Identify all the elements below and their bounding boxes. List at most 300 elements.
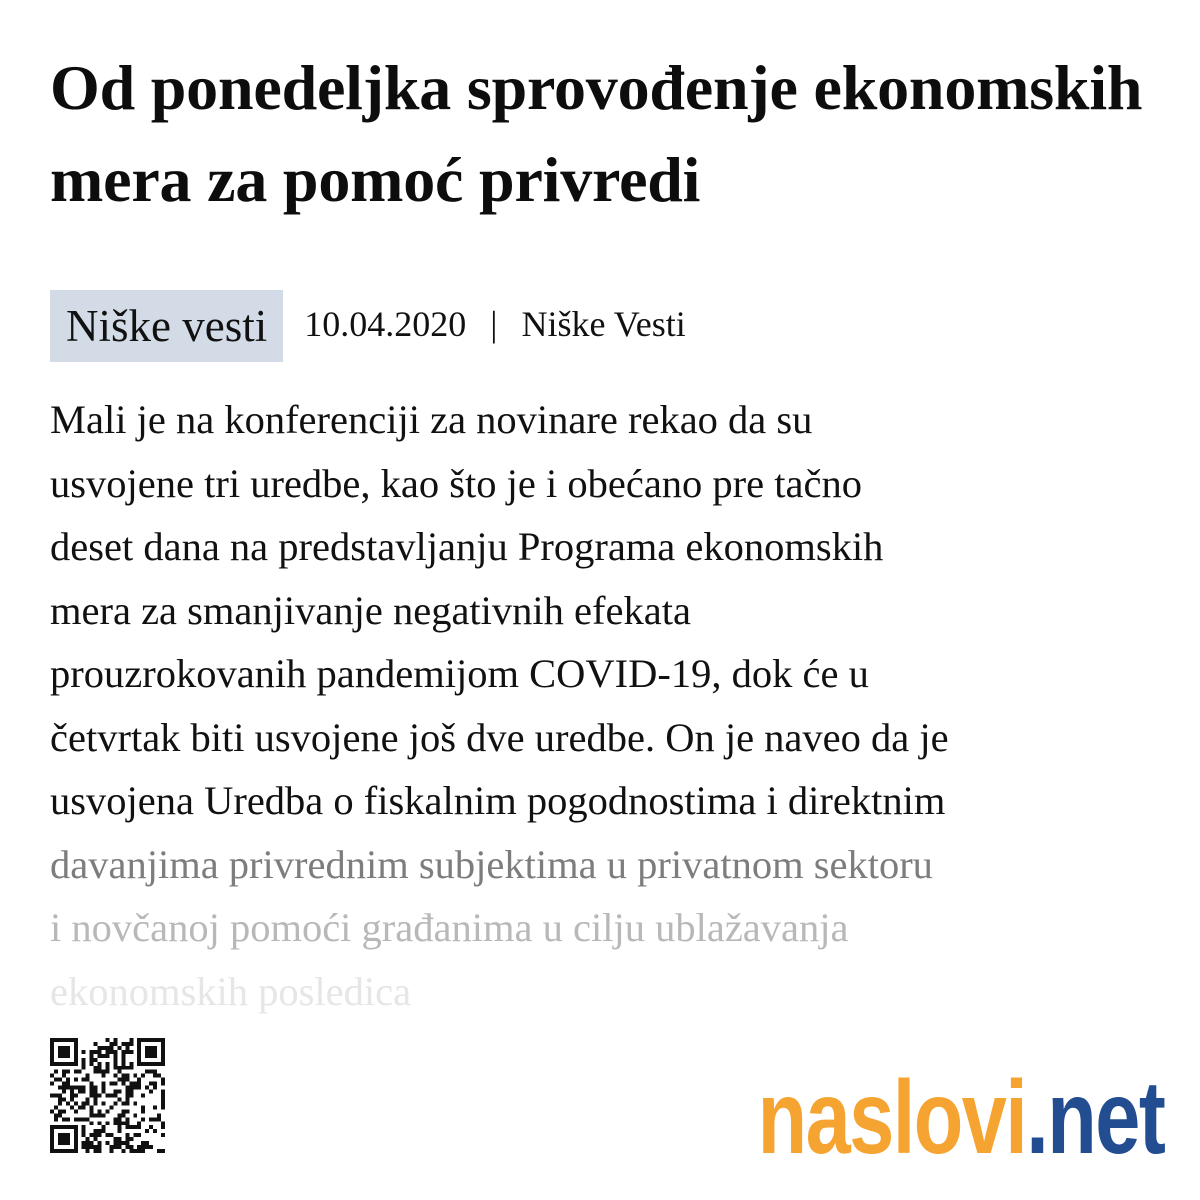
qr-module <box>129 1086 133 1090</box>
qr-module <box>74 1062 78 1066</box>
qr-module <box>94 1145 98 1149</box>
qr-module <box>153 1105 157 1109</box>
qr-module <box>66 1078 70 1082</box>
qr-module <box>125 1074 129 1078</box>
qr-module <box>94 1066 98 1070</box>
qr-module <box>157 1074 161 1078</box>
qr-module <box>58 1141 62 1145</box>
qr-module <box>117 1117 121 1121</box>
qr-module <box>58 1054 62 1058</box>
qr-module <box>121 1054 125 1058</box>
qr-module <box>141 1094 145 1098</box>
qr-module <box>90 1058 94 1062</box>
qr-module <box>145 1086 149 1090</box>
qr-module <box>113 1066 117 1070</box>
qr-module <box>117 1090 121 1094</box>
qr-module <box>121 1109 125 1113</box>
qr-module <box>58 1038 62 1042</box>
qr-module <box>54 1125 58 1129</box>
qr-module <box>62 1050 66 1054</box>
body-line: prouzrokovanih pandemijom COVID-19, dok će u <box>50 651 869 696</box>
qr-module <box>153 1050 157 1054</box>
qr-module <box>70 1090 74 1094</box>
qr-module <box>50 1109 54 1113</box>
qr-module <box>121 1078 125 1082</box>
body-line: ekonomskih posledica <box>50 968 412 1014</box>
qr-module <box>129 1082 133 1086</box>
qr-module <box>94 1050 98 1054</box>
qr-module <box>161 1090 165 1094</box>
qr-module <box>98 1050 102 1054</box>
qr-module <box>113 1050 117 1054</box>
qr-module <box>102 1113 106 1117</box>
qr-module <box>58 1109 62 1113</box>
qr-module <box>58 1137 62 1141</box>
qr-module <box>125 1125 129 1129</box>
qr-module <box>141 1149 145 1153</box>
qr-module <box>161 1125 165 1129</box>
qr-module <box>78 1117 82 1121</box>
qr-module <box>90 1082 94 1086</box>
qr-module <box>58 1050 62 1054</box>
qr-module <box>62 1117 66 1121</box>
qr-module <box>50 1050 54 1054</box>
qr-module <box>90 1054 94 1058</box>
qr-module <box>106 1070 110 1074</box>
qr-module <box>62 1046 66 1050</box>
qr-module <box>141 1038 145 1042</box>
site-logo[interactable] <box>757 1060 1164 1176</box>
qr-module <box>141 1105 145 1109</box>
qr-module <box>113 1145 117 1149</box>
qr-module <box>125 1078 129 1082</box>
qr-module <box>125 1121 129 1125</box>
qr-module <box>161 1105 165 1109</box>
qr-module <box>66 1141 70 1145</box>
qr-module <box>82 1078 86 1082</box>
qr-module <box>90 1105 94 1109</box>
qr-module <box>90 1094 94 1098</box>
qr-module <box>121 1050 125 1054</box>
qr-module <box>50 1129 54 1133</box>
qr-module <box>50 1137 54 1141</box>
qr-module <box>113 1074 117 1078</box>
qr-module <box>82 1133 86 1137</box>
qr-module <box>86 1097 90 1101</box>
qr-module <box>149 1062 153 1066</box>
qr-module <box>70 1086 74 1090</box>
qr-module <box>74 1078 78 1082</box>
qr-module <box>137 1082 141 1086</box>
qr-module <box>125 1050 129 1054</box>
qr-module <box>82 1105 86 1109</box>
qr-module <box>94 1086 98 1090</box>
source-name: Niške Vesti <box>521 304 686 344</box>
qr-module <box>58 1046 62 1050</box>
qr-module <box>70 1097 74 1101</box>
qr-module <box>102 1090 106 1094</box>
qr-module <box>113 1042 117 1046</box>
qr-module <box>133 1086 137 1090</box>
qr-module <box>66 1062 70 1066</box>
qr-module <box>113 1121 117 1125</box>
qr-module <box>82 1086 86 1090</box>
source-tag[interactable]: Niške vesti <box>50 290 283 362</box>
qr-module <box>121 1066 125 1070</box>
qr-module <box>54 1094 58 1098</box>
qr-module <box>129 1149 133 1153</box>
qr-module <box>98 1062 102 1066</box>
qr-module <box>50 1133 54 1137</box>
qr-module <box>90 1145 94 1149</box>
qr-module <box>86 1117 90 1121</box>
meta-separator: | <box>490 304 498 344</box>
qr-module <box>153 1129 157 1133</box>
qr-module <box>86 1141 90 1145</box>
qr-module <box>161 1062 165 1066</box>
qr-module <box>109 1145 113 1149</box>
qr-module <box>133 1149 137 1153</box>
qr-module <box>74 1133 78 1137</box>
qr-module <box>98 1070 102 1074</box>
qr-module <box>106 1062 110 1066</box>
qr-module <box>149 1038 153 1042</box>
qr-module <box>98 1141 102 1145</box>
qr-module <box>82 1066 86 1070</box>
qr-module <box>129 1038 133 1042</box>
qr-module <box>161 1038 165 1042</box>
qr-module <box>54 1105 58 1109</box>
qr-module <box>94 1113 98 1117</box>
qr-module <box>74 1050 78 1054</box>
qr-module <box>58 1094 62 1098</box>
qr-module <box>98 1129 102 1133</box>
qr-module <box>82 1062 86 1066</box>
qr-module <box>86 1101 90 1105</box>
qr-module <box>129 1137 133 1141</box>
qr-module <box>149 1125 153 1129</box>
qr-module <box>113 1117 117 1121</box>
qr-module <box>74 1129 78 1133</box>
qr-module <box>109 1094 113 1098</box>
qr-module <box>58 1078 62 1082</box>
qr-module <box>125 1137 129 1141</box>
qr-module <box>50 1062 54 1066</box>
qr-module <box>117 1078 121 1082</box>
qr-module <box>106 1050 110 1054</box>
qr-module <box>62 1070 66 1074</box>
qr-module <box>74 1046 78 1050</box>
qr-module <box>161 1046 165 1050</box>
qr-module <box>145 1038 149 1042</box>
qr-module <box>50 1141 54 1145</box>
qr-module <box>161 1042 165 1046</box>
qr-module <box>106 1094 110 1098</box>
qr-module <box>153 1070 157 1074</box>
qr-module <box>66 1086 70 1090</box>
qr-module <box>125 1094 129 1098</box>
qr-module <box>129 1125 133 1129</box>
qr-module <box>137 1062 141 1066</box>
qr-module <box>153 1082 157 1086</box>
qr-module <box>94 1058 98 1062</box>
qr-module <box>102 1086 106 1090</box>
qr-module <box>125 1042 129 1046</box>
qr-module <box>86 1078 90 1082</box>
qr-module <box>106 1109 110 1113</box>
qr-module <box>70 1125 74 1129</box>
qr-module <box>62 1086 66 1090</box>
qr-module <box>54 1113 58 1117</box>
qr-module <box>121 1074 125 1078</box>
qr-module <box>129 1042 133 1046</box>
qr-module <box>106 1046 110 1050</box>
qr-module <box>66 1050 70 1054</box>
qr-module <box>74 1137 78 1141</box>
qr-module <box>66 1149 70 1153</box>
qr-module <box>90 1121 94 1125</box>
body-line: četvrtak biti usvojene još dve uredbe. On je naveo da je <box>50 714 949 760</box>
qr-module <box>78 1070 82 1074</box>
qr-module <box>50 1149 54 1153</box>
qr-module <box>161 1149 165 1153</box>
qr-module <box>109 1133 113 1137</box>
qr-module <box>129 1090 133 1094</box>
qr-module <box>62 1137 66 1141</box>
qr-module <box>113 1082 117 1086</box>
qr-module <box>102 1070 106 1074</box>
qr-module <box>66 1054 70 1058</box>
qr-module <box>66 1125 70 1129</box>
qr-module <box>82 1129 86 1133</box>
qr-module <box>58 1149 62 1153</box>
qr-module <box>90 1062 94 1066</box>
qr-module <box>50 1054 54 1058</box>
qr-module <box>102 1046 106 1050</box>
qr-module <box>109 1149 113 1153</box>
qr-module <box>137 1058 141 1062</box>
qr-module <box>161 1121 165 1125</box>
qr-module <box>98 1149 102 1153</box>
qr-module <box>121 1141 125 1145</box>
qr-module <box>133 1082 137 1086</box>
qr-module <box>109 1046 113 1050</box>
qr-module <box>129 1145 133 1149</box>
qr-module <box>113 1058 117 1062</box>
body-line: deset dana na predstavljanju Programa ekonomskih <box>50 524 884 569</box>
qr-module <box>94 1094 98 1098</box>
qr-module <box>141 1117 145 1121</box>
qr-module <box>106 1054 110 1058</box>
qr-module <box>117 1145 121 1149</box>
qr-module <box>157 1149 161 1153</box>
qr-module <box>102 1101 106 1105</box>
qr-module <box>137 1121 141 1125</box>
qr-module <box>113 1141 117 1145</box>
qr-module <box>129 1094 133 1098</box>
qr-module <box>62 1062 66 1066</box>
qr-module <box>125 1101 129 1105</box>
qr-module <box>90 1141 94 1145</box>
qr-module <box>109 1105 113 1109</box>
qr-module <box>133 1113 137 1117</box>
qr-module <box>98 1066 102 1070</box>
article-meta <box>50 290 686 362</box>
qr-module <box>74 1145 78 1149</box>
qr-module <box>149 1050 153 1054</box>
qr-module <box>106 1038 110 1042</box>
qr-module <box>78 1105 82 1109</box>
qr-module <box>137 1046 141 1050</box>
body-line: usvojene tri uredbe, kao što je i obećano pre tačno <box>50 460 862 506</box>
qr-module <box>82 1141 86 1145</box>
qr-module <box>117 1137 121 1141</box>
qr-module <box>133 1074 137 1078</box>
qr-module <box>50 1038 54 1042</box>
qr-module <box>62 1141 66 1145</box>
qr-module <box>137 1086 141 1090</box>
qr-module <box>54 1149 58 1153</box>
qr-module <box>94 1090 98 1094</box>
qr-module <box>62 1097 66 1101</box>
qr-module <box>125 1097 129 1101</box>
qr-module <box>145 1046 149 1050</box>
qr-module <box>117 1129 121 1133</box>
qr-module <box>82 1101 86 1105</box>
qr-module <box>74 1042 78 1046</box>
qr-module <box>117 1125 121 1129</box>
qr-module <box>161 1054 165 1058</box>
qr-module <box>74 1101 78 1105</box>
qr-module <box>161 1097 165 1101</box>
body-line: i novčanoj pomoći građanima u cilju ublažavanja <box>50 905 849 950</box>
qr-module <box>62 1125 66 1129</box>
qr-module <box>113 1062 117 1066</box>
qr-module <box>74 1070 78 1074</box>
qr-module <box>62 1090 66 1094</box>
qr-module <box>66 1133 70 1137</box>
qr-module <box>106 1121 110 1125</box>
logo-text-net: .net <box>1026 1060 1164 1176</box>
qr-module <box>153 1046 157 1050</box>
qr-module <box>145 1050 149 1054</box>
qr-module <box>121 1042 125 1046</box>
qr-module <box>121 1101 125 1105</box>
qr-module <box>102 1082 106 1086</box>
qr-module <box>121 1058 125 1062</box>
qr-module <box>82 1050 86 1054</box>
qr-module <box>141 1074 145 1078</box>
qr-module <box>109 1042 113 1046</box>
qr-module <box>70 1038 74 1042</box>
qr-module <box>98 1094 102 1098</box>
qr-module <box>133 1133 137 1137</box>
qr-module <box>106 1066 110 1070</box>
qr-module <box>54 1078 58 1082</box>
qr-module <box>90 1133 94 1137</box>
qr-module <box>106 1133 110 1137</box>
qr-module <box>86 1137 90 1141</box>
qr-module <box>62 1109 66 1113</box>
qr-module <box>161 1094 165 1098</box>
qr-module <box>54 1038 58 1042</box>
qr-module <box>125 1046 129 1050</box>
qr-module <box>50 1125 54 1129</box>
qr-module <box>58 1062 62 1066</box>
qr-module <box>54 1117 58 1121</box>
qr-module <box>66 1137 70 1141</box>
qr-module <box>62 1074 66 1078</box>
qr-code-icon[interactable] <box>50 1038 165 1153</box>
qr-module <box>113 1094 117 1098</box>
qr-module <box>145 1062 149 1066</box>
qr-module <box>141 1141 145 1145</box>
qr-module <box>113 1090 117 1094</box>
body-line: mera za smanjivanje negativnih efekata <box>50 587 691 633</box>
qr-module <box>121 1082 125 1086</box>
qr-module <box>94 1042 98 1046</box>
qr-module <box>121 1149 125 1153</box>
qr-module <box>102 1125 106 1129</box>
qr-module <box>66 1038 70 1042</box>
qr-module <box>141 1145 145 1149</box>
qr-module <box>66 1070 70 1074</box>
qr-module <box>94 1137 98 1141</box>
qr-module <box>133 1101 137 1105</box>
qr-module <box>153 1062 157 1066</box>
qr-module <box>70 1105 74 1109</box>
qr-module <box>74 1149 78 1153</box>
qr-module <box>149 1145 153 1149</box>
qr-module <box>153 1086 157 1090</box>
qr-module <box>94 1129 98 1133</box>
qr-module <box>137 1038 141 1042</box>
qr-module <box>109 1082 113 1086</box>
qr-module <box>117 1070 121 1074</box>
qr-module <box>137 1145 141 1149</box>
qr-module <box>82 1145 86 1149</box>
qr-module <box>113 1101 117 1105</box>
qr-module <box>129 1062 133 1066</box>
qr-module <box>70 1062 74 1066</box>
qr-module <box>66 1046 70 1050</box>
qr-module <box>50 1042 54 1046</box>
qr-module <box>125 1086 129 1090</box>
logo-text-naslovi: naslovi <box>757 1060 1027 1176</box>
qr-module <box>94 1101 98 1105</box>
qr-module <box>102 1054 106 1058</box>
qr-module <box>82 1058 86 1062</box>
qr-module <box>58 1125 62 1129</box>
qr-module <box>74 1094 78 1098</box>
body-line: usvojena Uredba o fiskalnim pogodnostima i direktnim <box>50 778 946 823</box>
qr-module <box>113 1137 117 1141</box>
qr-module <box>58 1101 62 1105</box>
qr-module <box>145 1054 149 1058</box>
qr-module <box>98 1109 102 1113</box>
qr-module <box>102 1129 106 1133</box>
body-line: Mali je na konferenciji za novinare rekao da su <box>50 397 813 442</box>
qr-module <box>141 1062 145 1066</box>
qr-module <box>106 1141 110 1145</box>
qr-module <box>145 1129 149 1133</box>
qr-module <box>113 1054 117 1058</box>
qr-module <box>117 1113 121 1117</box>
qr-module <box>161 1058 165 1062</box>
qr-module <box>137 1078 141 1082</box>
qr-module <box>125 1066 129 1070</box>
qr-module <box>133 1125 137 1129</box>
